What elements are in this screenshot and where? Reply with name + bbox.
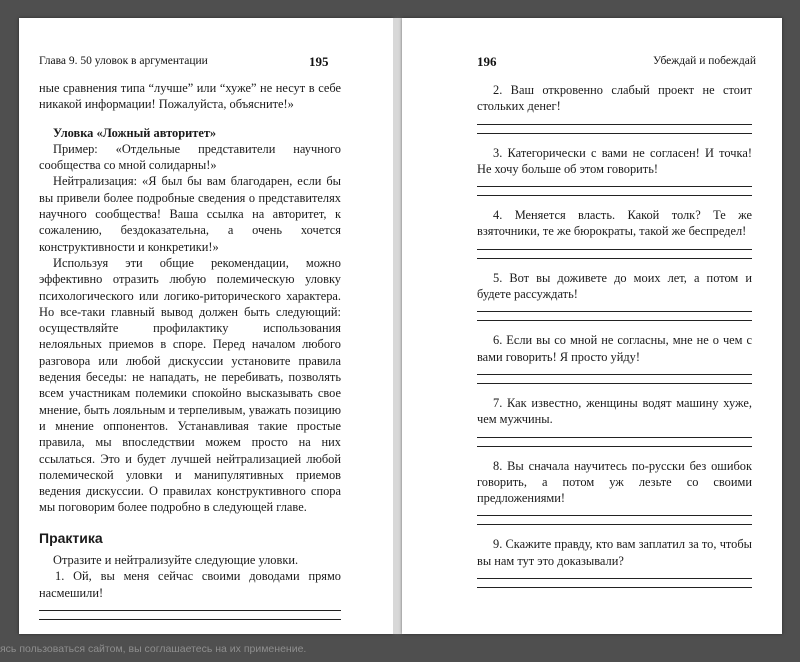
answer-lines <box>477 578 752 588</box>
exercise-6 <box>477 332 752 384</box>
example-paragraph: Пример: «Отдельные представители научного сообщества со мной солидарны!» <box>39 141 341 173</box>
answer-line <box>477 515 752 516</box>
summary-paragraph: Используя эти общие рекомендации, можно эффективно отразить любую полемическую уловку психологического или логико-риторического характера. Но все-таки главный вывод должен быть следующий: осуществляйте профилактику использования нелояльных приемов в споре. Перед началом любого разговора или любой дискуссии установите правила ведения беседы: не нападать, не перебивать, позволять всем участникам полемики спокойно высказывать свое мнение, быть лояльным и терпеливым, уважать позицию и мнение оппонентов. Устанавливая такие простые правила, мы впоследствии можем просто на них ссылаться. Это и будет лучшей нейтрализацией любой полемической уловки и манипулятивных приемов ведения дискуссии. О правилах конструктивного спора мы поговорим более подробно в следующей главе. <box>39 255 341 515</box>
answer-line <box>477 249 752 250</box>
answer-line <box>477 524 752 525</box>
answer-lines <box>477 311 752 321</box>
answer-line <box>477 311 752 312</box>
exercise-text: 1. Ой, вы меня сейчас своими доводами прямо насмешили! <box>39 569 341 600</box>
right-page <box>402 18 782 634</box>
answer-line <box>477 133 752 134</box>
answer-lines <box>477 515 752 525</box>
answer-line <box>39 610 341 611</box>
answer-line <box>477 186 752 187</box>
exercise-7 <box>477 395 752 447</box>
exercise-text: 2. Ваш откровенно слабый проект не стоит стольких денег! <box>477 83 752 114</box>
answer-line <box>477 195 752 196</box>
left-page-number: 195 <box>309 54 329 69</box>
left-running-head: Глава 9. 50 уловок в аргументации <box>39 55 208 67</box>
answer-lines <box>477 437 752 447</box>
exercise-8 <box>477 458 752 526</box>
exercise-3 <box>477 145 752 197</box>
exercise-text: 9. Скажите правду, кто вам заплатил за то, чтобы вы нам тут это доказывали? <box>477 537 752 568</box>
answer-lines <box>477 186 752 196</box>
left-page <box>19 18 393 634</box>
exercise-2 <box>477 82 752 134</box>
answer-line <box>477 320 752 321</box>
right-page-number: 196 <box>477 54 497 69</box>
paragraph: ные сравнения типа “лучше” или “хуже” не несут в себе никакой информации! Пожалуйста, объясните!» <box>39 81 341 112</box>
exercise-5 <box>477 270 752 322</box>
answer-line <box>477 374 752 375</box>
exercise-4 <box>477 207 752 259</box>
page-gutter <box>393 18 402 634</box>
answer-line <box>477 437 752 438</box>
answer-line <box>477 578 752 579</box>
trick-heading: Уловка «Ложный авторитет» <box>53 125 217 140</box>
answer-line <box>477 587 752 588</box>
answer-lines <box>477 374 752 384</box>
exercise-text: 8. Вы сначала научитесь по-русски без ошибок говорить, а потом уж лезьте со своими предложениями! <box>477 458 752 506</box>
answer-line <box>39 619 341 620</box>
answer-line <box>477 124 752 125</box>
right-running-head: Убеждай и побеждай <box>653 55 756 67</box>
answer-line <box>477 258 752 259</box>
left-page-body <box>39 80 341 620</box>
exercise-text: 6. Если вы со мной не согласны, мне не о чем с вами говорить! Я просто уйду! <box>477 333 752 364</box>
exercise-text: 4. Меняется власть. Какой толк? Те же взяточники, те же бюрократы, такой же беспредел! <box>477 208 752 239</box>
practice-intro: Отразите и нейтрализуйте следующие уловки. <box>53 553 299 568</box>
exercise-text: 5. Вот вы доживете до моих лет, а потом и будете рассуждать! <box>477 270 752 302</box>
exercise-text: 3. Категорически с вами не согласен! И точка! Не хочу больше об этом говорить! <box>477 145 752 176</box>
neutralization-paragraph: Нейтрализация: «Я был бы вам благодарен, если бы вы привели более подробные сведения о представителях научного сообщества! Ваша ссылка на авторитет, к сожалению, бездоказательна, а очень хочется конструктивности и конкретики!» <box>39 174 341 254</box>
cookie-notice-text: ясь пользоваться сайтом, вы соглашаетесь на их применение. <box>0 643 307 655</box>
section-title-practice: Практика <box>39 529 103 546</box>
answer-lines <box>477 124 752 134</box>
answer-lines <box>477 249 752 259</box>
right-page-body <box>477 82 752 588</box>
answer-lines <box>39 610 341 620</box>
exercise-9 <box>477 536 752 588</box>
answer-line <box>477 446 752 447</box>
exercise-1 <box>39 568 341 620</box>
exercise-text: 7. Как известно, женщины водят машину хуже, чем мужчины. <box>477 395 752 427</box>
answer-line <box>477 383 752 384</box>
